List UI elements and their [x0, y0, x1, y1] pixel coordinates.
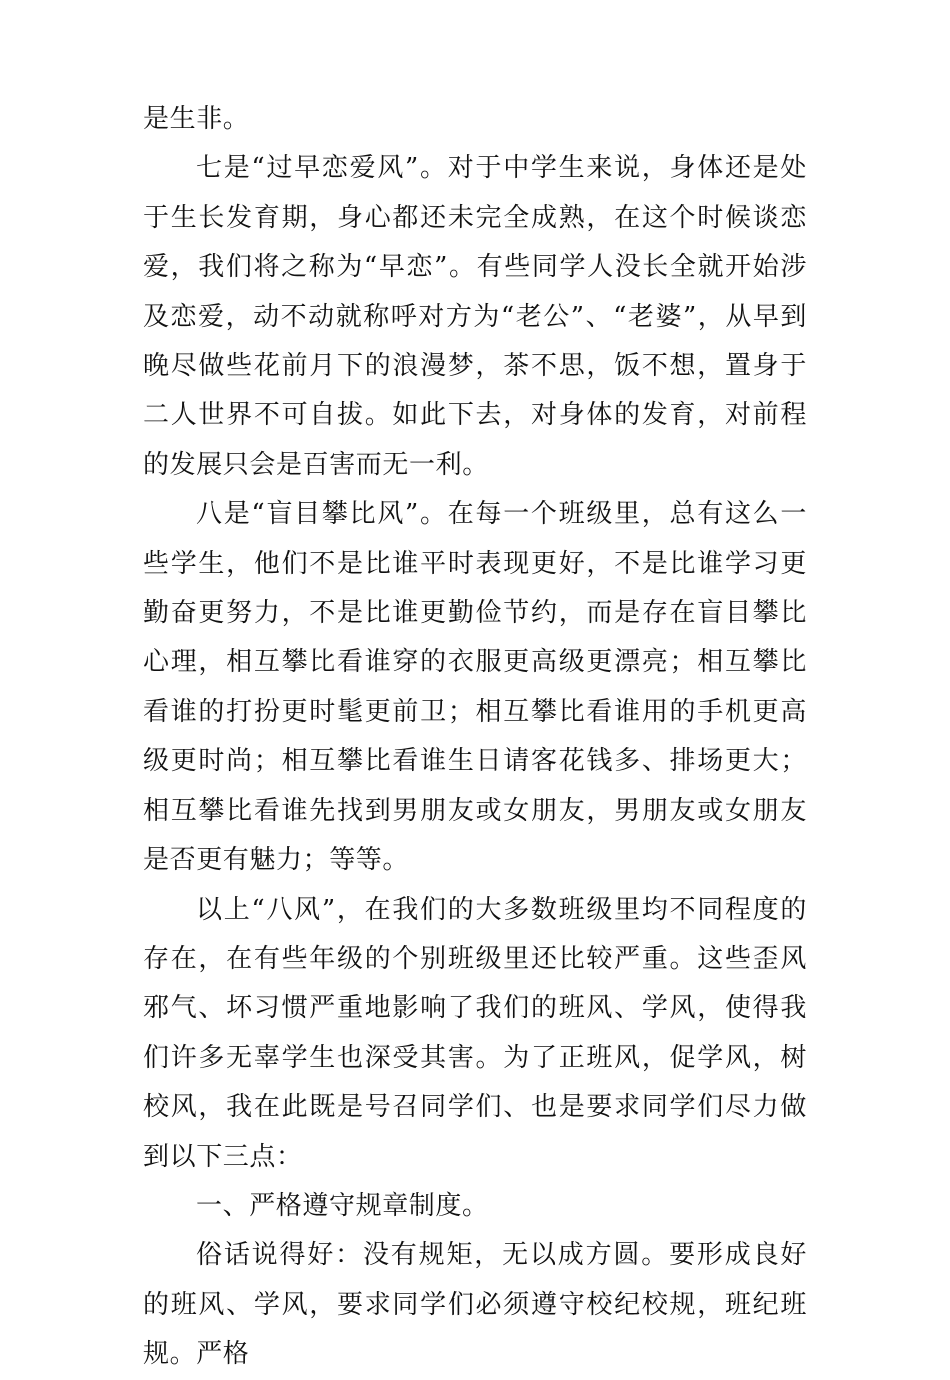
document-page [143, 95, 807, 1380]
paragraph-early-romance: 七是“过早恋爱风”。对于中学生来说，身体还是处于生长发育期，身心都还未完全成熟，在这个时候谈恋爱，我们将之称为“早恋”。有些同学人没长全就开始涉及恋爱，动不动就称呼对方为“老公”、“老婆”，从早到晚尽做些花前月下的浪漫梦，茶不思，饭不想，置身于二人世界不可自拔。如此下去，对身体的发育，对前程的发展只会是百害而无一利。 [143, 153, 807, 480]
paragraph-blind-comparison: 八是“盲目攀比风”。在每一个班级里，总有这么一些学生，他们不是比谁平时表现更好，不是比谁学习更勤奋更努力，不是比谁更勤俭节约，而是存在盲目攀比心理，相互攀比看谁穿的衣服更高级更漂亮；相互攀比看谁的打扮更时髦更前卫；相互攀比看谁用的手机更高级更时尚；相互攀比看谁生日请客花钱多、排场更大；相互攀比看谁先找到男朋友或女朋友，男朋友或女朋友是否更有魅力；等等。 [143, 499, 807, 876]
paragraph-continuation: 是生非。 [143, 104, 250, 134]
paragraph-rules-proverb: 俗话说得好：没有规矩，无以成方圆。要形成良好的班风、学风，要求同学们必须遵守校纪校规，班纪班规。严格 [143, 1240, 807, 1370]
section-heading-obey-rules: 一、严格遵守规章制度。 [196, 1190, 489, 1221]
paragraph-eight-trends-summary: 以上“八风”，在我们的大多数班级里均不同程度的存在，在有些年级的个别班级里还比较严重。这些歪风邪气、坏习惯严重地影响了我们的班风、学风，使得我们许多无辜学生也深受其害。为了正班风，促学风，树校风，我在此既是号召同学们、也是要求同学们尽力做到以下三点： [143, 894, 807, 1172]
